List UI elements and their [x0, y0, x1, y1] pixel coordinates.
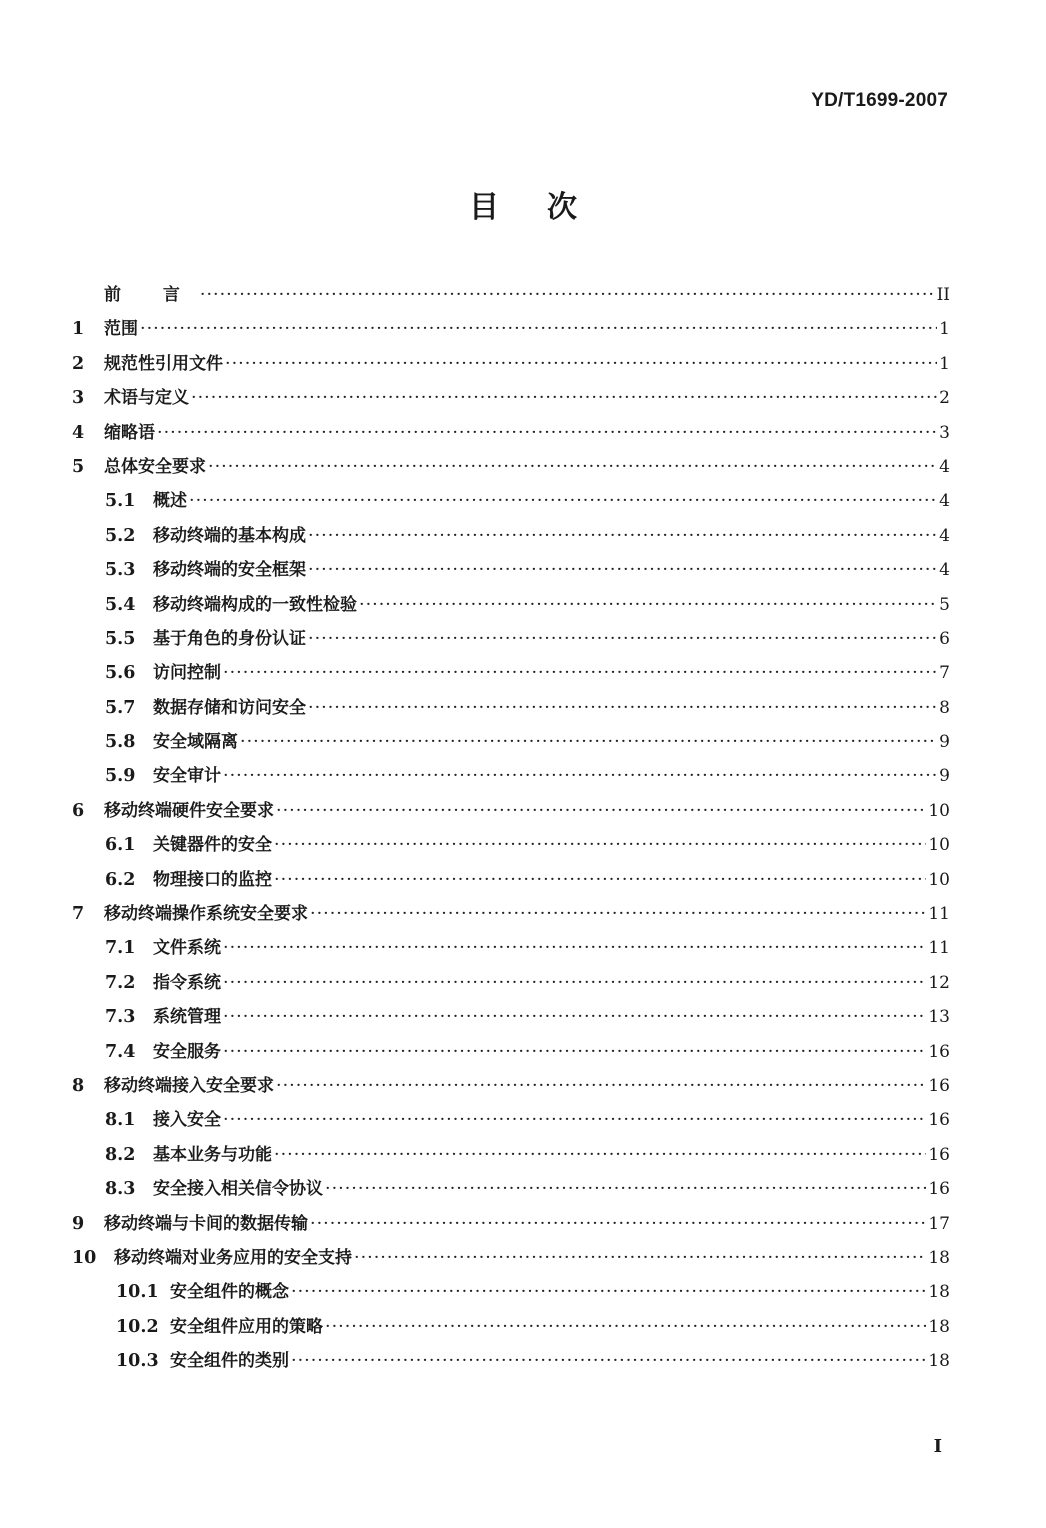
- dot-leader: [223, 759, 937, 793]
- dot-leader: [359, 588, 937, 622]
- toc-entry-title: 概述: [153, 491, 187, 512]
- toc-entry-page: 4: [939, 525, 950, 546]
- toc-entry-page: 17: [928, 1213, 950, 1234]
- toc-entry-page: 13: [928, 1007, 950, 1028]
- toc-entry-number: 8: [72, 1075, 85, 1096]
- toc-entry: [72, 1344, 950, 1378]
- toc-entry-title: 数据存储和访问安全: [153, 697, 306, 718]
- toc-entry-title: 安全接入相关信令协议: [153, 1179, 323, 1200]
- toc-entry-page: 6: [939, 628, 950, 649]
- toc-entry-page: 7: [939, 663, 950, 684]
- toc-entry-number: 5.6: [105, 663, 136, 684]
- toc-entry-page: 1: [939, 319, 950, 340]
- toc-entry-page: 18: [928, 1282, 950, 1303]
- toc-entry-number: 2: [72, 353, 85, 374]
- dot-leader: [310, 1207, 926, 1241]
- toc-entry: [72, 347, 950, 381]
- toc-entry-title: 安全服务: [153, 1041, 221, 1062]
- toc-entry: [72, 656, 950, 690]
- dot-leader: [276, 794, 926, 828]
- toc-entry: [72, 966, 950, 1000]
- toc-entry-title: 规范性引用文件: [104, 353, 223, 374]
- toc-entry-number: 5.4: [105, 594, 136, 615]
- dot-leader: [157, 416, 937, 450]
- toc-entry-page: 4: [939, 560, 950, 581]
- toc-entry-title: 安全域隔离: [153, 732, 238, 753]
- toc-entry-title: 安全组件的类别: [170, 1351, 289, 1372]
- dot-leader: [223, 1000, 926, 1034]
- toc-entry: [72, 1275, 950, 1309]
- toc-entry-number: 9: [72, 1213, 85, 1234]
- toc-entry-title: 接入安全: [153, 1110, 221, 1131]
- toc-entry-number: 7.4: [105, 1041, 136, 1062]
- toc-entry-page: 4: [939, 456, 950, 477]
- toc-entry-number: 5.7: [105, 697, 136, 718]
- toc-entry-number: 10: [72, 1247, 97, 1268]
- toc-entry-page: 3: [939, 422, 950, 443]
- toc-entry: [72, 519, 950, 553]
- toc-entry-title: 安全审计: [153, 766, 221, 787]
- toc-entry-number: 5.3: [105, 560, 136, 581]
- dot-leader: [274, 1138, 926, 1172]
- toc-entry-title: 文件系统: [153, 938, 221, 959]
- toc-entry-number: 7: [72, 904, 85, 925]
- dot-leader: [223, 931, 926, 965]
- toc-entry-page: 18: [928, 1247, 950, 1268]
- toc-entry-title: 系统管理: [153, 1007, 221, 1028]
- toc-entry-page: 10: [928, 800, 950, 821]
- toc-entry-page: 9: [939, 732, 950, 753]
- dot-leader: [291, 1275, 926, 1309]
- toc-entry-page: 11: [928, 904, 950, 925]
- toc-entry-page: 16: [928, 1144, 950, 1165]
- toc-entry-number: 4: [72, 422, 85, 443]
- toc-entry-page: 8: [939, 697, 950, 718]
- dot-leader: [225, 347, 937, 381]
- toc-entry: [72, 931, 950, 965]
- toc-entry-number: 8.3: [105, 1179, 136, 1200]
- toc-entry-number: 6: [72, 800, 85, 821]
- page-title: 目次: [469, 190, 625, 225]
- dot-leader: [276, 1069, 926, 1103]
- toc-entry: [72, 588, 950, 622]
- toc-entry: [72, 794, 950, 828]
- toc-entry: [72, 1035, 950, 1069]
- toc-entry-number: 5.9: [105, 766, 136, 787]
- toc-entry-title: 移动终端的基本构成: [153, 525, 306, 546]
- toc-entry-number: 10.2: [116, 1316, 159, 1337]
- toc-entry-title: 移动终端构成的一致性检验: [153, 594, 357, 615]
- toc-entry-page: 16: [928, 1110, 950, 1131]
- dot-leader: [200, 278, 935, 312]
- toc-entry: [72, 381, 950, 415]
- toc-entry: [72, 828, 950, 862]
- toc-entry-page: 18: [928, 1351, 950, 1372]
- toc-entry-page: 9: [939, 766, 950, 787]
- toc-entry-page: II: [936, 285, 950, 305]
- toc-entry-title: 安全组件的概念: [170, 1282, 289, 1303]
- toc-entry: [72, 1241, 950, 1275]
- toc-entry-page: 16: [928, 1075, 950, 1096]
- toc-entry-title: 物理接口的监控: [153, 869, 272, 890]
- toc-entry-number: 5.5: [105, 628, 136, 649]
- toc-entry: [72, 759, 950, 793]
- toc-entry-title: 安全组件应用的策略: [170, 1316, 323, 1337]
- toc-entry: [72, 622, 950, 656]
- toc-entry-title: 基于角色的身份认证: [153, 628, 306, 649]
- toc-entry: [72, 863, 950, 897]
- toc-entry-title: 移动终端操作系统安全要求: [104, 904, 308, 925]
- toc-entry: [72, 278, 950, 312]
- dot-leader: [274, 863, 926, 897]
- page-number: I: [933, 1436, 942, 1457]
- toc-entry-number: 5.8: [105, 732, 136, 753]
- toc-entry-page: 16: [928, 1179, 950, 1200]
- toc-entry-title: 缩略语: [104, 422, 155, 443]
- dot-leader: [223, 1035, 926, 1069]
- toc-entry: [72, 1138, 950, 1172]
- toc-entry-page: 10: [928, 835, 950, 856]
- dot-leader: [310, 897, 926, 931]
- dot-leader: [308, 519, 937, 553]
- toc-entry-title: 范围: [104, 319, 138, 340]
- dot-leader: [240, 725, 937, 759]
- toc-entry-title: 移动终端对业务应用的安全支持: [114, 1247, 352, 1268]
- toc-entry-number: 5.1: [105, 491, 136, 512]
- dot-leader: [325, 1172, 926, 1206]
- toc-entry-title: 访问控制: [153, 663, 221, 684]
- toc-entry-title: 移动终端的安全框架: [153, 560, 306, 581]
- toc-entry: [72, 1172, 950, 1206]
- dot-leader: [189, 484, 937, 518]
- dot-leader: [354, 1241, 926, 1275]
- toc-entry-title: 指令系统: [153, 972, 221, 993]
- dot-leader: [223, 1103, 926, 1137]
- toc-entry: [72, 725, 950, 759]
- dot-leader: [223, 656, 937, 690]
- toc-entry-number: 10.1: [116, 1282, 159, 1303]
- toc-entry: [72, 553, 950, 587]
- toc-entry-number: 8.2: [105, 1144, 136, 1165]
- toc-entry-number: 5: [72, 456, 85, 477]
- dot-leader: [274, 828, 926, 862]
- toc-entry-number: 7.3: [105, 1007, 136, 1028]
- dot-leader: [325, 1310, 926, 1344]
- toc-entry-title: 关键器件的安全: [153, 835, 272, 856]
- dot-leader: [308, 691, 937, 725]
- toc-entry-page: 16: [928, 1041, 950, 1062]
- toc-entry: [72, 1103, 950, 1137]
- toc-entry-title: 移动终端与卡间的数据传输: [104, 1213, 308, 1234]
- toc-entry-number: 5.2: [105, 525, 136, 546]
- toc-entry: [72, 416, 950, 450]
- toc-entry-title: 基本业务与功能: [153, 1144, 272, 1165]
- toc-entry-number: 8.1: [105, 1110, 136, 1131]
- toc-entry-page: 12: [928, 972, 950, 993]
- dot-leader: [291, 1344, 926, 1378]
- toc-entry: [72, 450, 950, 484]
- toc-entry-title: 术语与定义: [104, 388, 189, 409]
- toc-entry-number: 10.3: [116, 1351, 159, 1372]
- toc-entry-number: 7.2: [105, 972, 136, 993]
- toc-entry-number: 1: [72, 319, 85, 340]
- toc-entry: [72, 312, 950, 346]
- toc-entry: [72, 1207, 950, 1241]
- document-code: YD/T1699-2007: [811, 90, 948, 111]
- toc-entry: [72, 1069, 950, 1103]
- toc-entry-page: 18: [928, 1316, 950, 1337]
- dot-leader: [308, 622, 937, 656]
- dot-leader: [308, 553, 937, 587]
- toc-entry-title: 前 言: [104, 285, 198, 305]
- toc-entry: [72, 897, 950, 931]
- toc-entry-number: 6.1: [105, 835, 136, 856]
- dot-leader: [223, 966, 926, 1000]
- toc-entry: [72, 1000, 950, 1034]
- toc-entry-page: 1: [939, 353, 950, 374]
- dot-leader: [208, 450, 937, 484]
- toc-entry-title: 移动终端硬件安全要求: [104, 800, 274, 821]
- dot-leader: [191, 381, 937, 415]
- toc-entry-page: 4: [939, 491, 950, 512]
- toc-entry-number: 3: [72, 388, 85, 409]
- toc-entry-page: 11: [928, 938, 950, 959]
- toc-entry-title: 移动终端接入安全要求: [104, 1075, 274, 1096]
- toc-entry-page: 2: [939, 388, 950, 409]
- toc-entry-page: 5: [939, 594, 950, 615]
- toc-entry-number: 6.2: [105, 869, 136, 890]
- toc-entry: [72, 691, 950, 725]
- toc-entry-page: 10: [928, 869, 950, 890]
- toc-entry-number: 7.1: [105, 938, 136, 959]
- toc-entry: [72, 484, 950, 518]
- toc-entry: [72, 1310, 950, 1344]
- table-of-contents: [72, 278, 950, 1379]
- dot-leader: [140, 312, 937, 346]
- toc-entry-title: 总体安全要求: [104, 456, 206, 477]
